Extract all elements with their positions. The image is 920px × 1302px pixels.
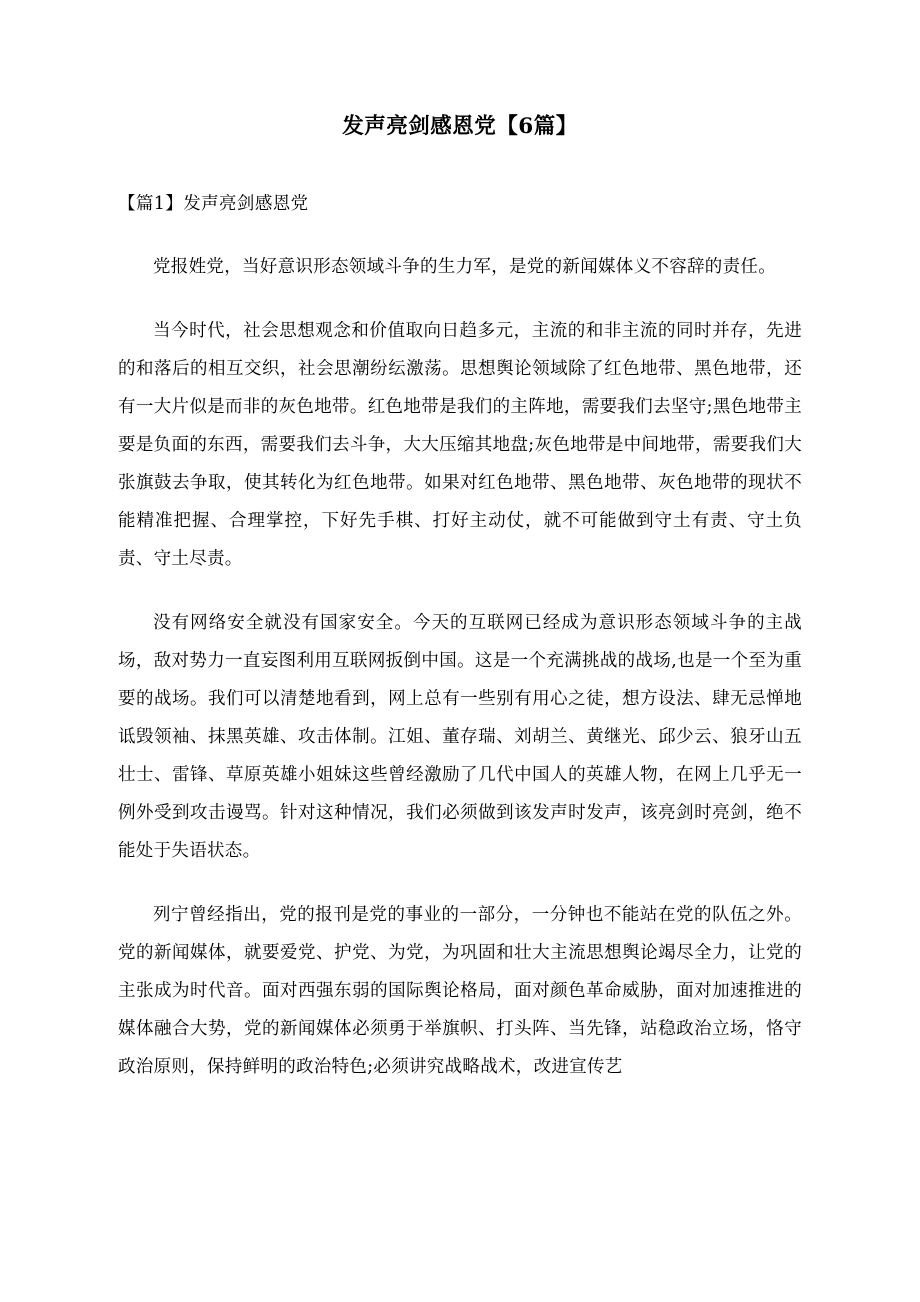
body-paragraph: 当今时代，社会思想观念和价值取向日趋多元，主流的和非主流的同时并存，先进的和落后的相互交织，社会思潮纷纭激荡。思想舆论领域除了红色地带、黑色地带，还有一大片似是而非的灰色地带。红色地带是我们的主阵地，需要我们去坚守;黑色地带主要是负面的东西，需要我们去斗争，大大压缩其地盘;灰色地带是中间地带，需要我们大张旗鼓去争取，使其转化为红色地带。如果对红色地带、黑色地带、灰色地带的现状不能精准把握、合理掌控，下好先手棋、打好主动仗，就不可能做到守土有责、守土负责、守土尽责。 (118, 321, 802, 570)
body-paragraph: 没有网络安全就没有国家安全。今天的互联网已经成为意识形态领域斗争的主战场，敌对势力一直妄图利用互联网扳倒中国。这是一个充满挑战的战场,也是一个至为重要的战场。我们可以清楚地看到，网上总有一些别有用心之徒，想方设法、肆无忌惮地诋毁领袖、抹黑英雄、攻击体制。江姐、董存瑞、刘胡兰、黄继光、邱少云、狼牙山五壮士、雷锋、草原英雄小姐妹这些曾经激励了几代中国人的英雄人物，在网上几乎无一例外受到攻击谩骂。针对这种情况，我们必须做到该发声时发声，该亮剑时亮剑，绝不能处于失语状态。 (118, 613, 802, 862)
body-paragraph: 党报姓党，当好意识形态领域斗争的生力军，是党的新闻媒体义不容辞的责任。 (153, 257, 776, 278)
page-title: 发声亮剑感恩党【6篇】 (342, 114, 578, 139)
section-heading: 【篇1】发声亮剑感恩党 (118, 194, 309, 215)
body-paragraph: 列宁曾经指出，党的报刊是党的事业的一部分，一分钟也不能站在党的队伍之外。党的新闻媒体，就要爱党、护党、为党，为巩固和壮大主流思想舆论竭尽全力，让党的主张成为时代音。面对西强东弱的国际舆论格局，面对颜色革命威胁，面对加速推进的媒体融合大势，党的新闻媒体必须勇于举旗帜、打头阵、当先锋，站稳政治立场，恪守政治原则，保持鲜明的政治特色;必须讲究战略战术，改进宣传艺 (118, 905, 802, 1078)
